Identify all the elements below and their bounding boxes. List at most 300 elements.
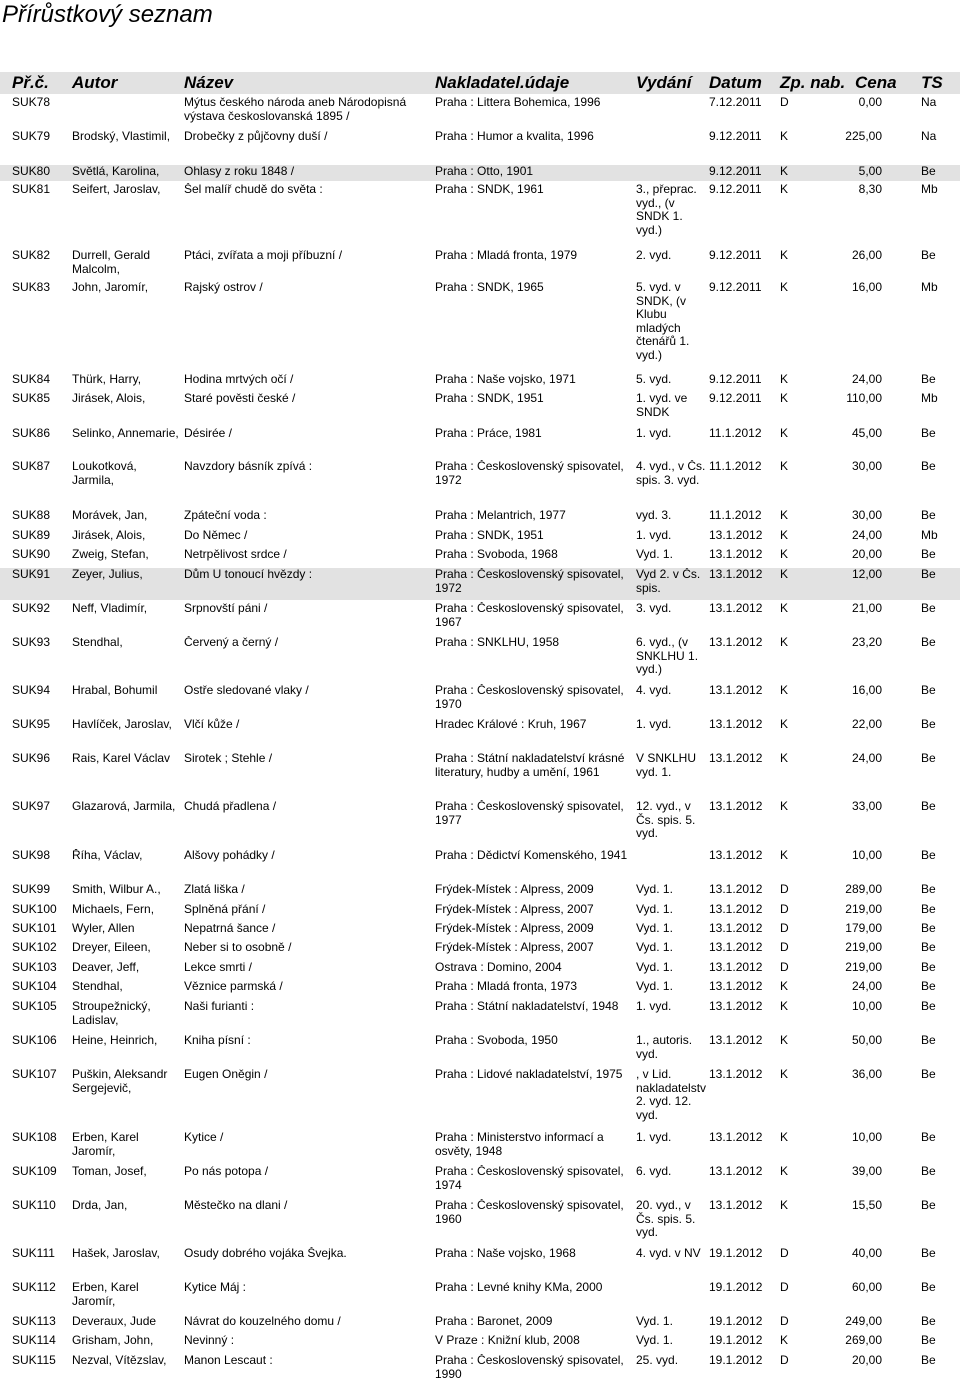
edition: 3., přeprac. vyd., (v SNDK 1. vyd.) [636,183,697,237]
publisher: Praha : Československý spisovatel, 1977 [435,800,624,827]
accession-number: SUK105 [12,1000,57,1013]
price: 225,00 [845,130,882,143]
edition: 1. vyd. [636,718,672,731]
acquisition-method: D [780,941,789,954]
acquisition-method: K [780,548,789,561]
date: 9.12.2011 [709,165,762,178]
publisher: Praha : Naše vojsko, 1968 [435,1247,576,1260]
book-title: Věznice parmská / [184,980,283,993]
table-row [0,883,960,900]
publisher: Praha : Státní nakladatelství, 1948 [435,1000,619,1013]
author: John, Jaromír, [72,281,149,294]
price: 60,00 [851,1281,882,1294]
author: Erben, Karel Jaromír, [72,1131,139,1158]
book-title: Červený a černý / [184,636,279,649]
author: Zeyer, Julius, [72,568,143,581]
table-row [0,941,960,958]
accession-number: SUK100 [12,903,57,916]
table-row [0,427,960,458]
date: 11.1.2012 [709,509,762,522]
ts-code: Be [921,961,936,974]
table-row [0,1165,960,1197]
date: 13.1.2012 [709,903,763,916]
book-title: Naši furianti : [184,1000,255,1013]
ts-code: Be [921,1354,936,1367]
book-title: Splněná přání / [184,903,266,916]
ts-code: Na [921,130,937,143]
price: 50,00 [851,1034,882,1047]
table-row [0,529,960,546]
edition: 12. vyd., v Čs. spis. 5. vyd. [636,800,696,841]
price: 39,00 [851,1165,882,1178]
publisher: Praha : SNDK, 1951 [435,529,544,542]
table-row [0,281,960,371]
accession-number: SUK110 [12,1199,56,1212]
publisher: Praha : Humor a kvalita, 1996 [435,130,594,143]
acquisition-method: D [780,961,789,974]
table-row [0,752,960,798]
table-row [0,903,960,920]
ts-code: Be [921,903,936,916]
book-title: Nepatrná šance / [184,922,276,935]
book-title: Kytice Máj : [184,1281,247,1294]
edition: 1. vyd. [636,1000,672,1013]
table-row [0,684,960,716]
price: 8,30 [858,183,882,196]
table-row [0,602,960,634]
author: Erben, Karel Jaromír, [72,1281,139,1308]
publisher: Praha : SNDK, 1965 [435,281,544,294]
table-row [0,1354,960,1385]
accession-number: SUK96 [12,752,51,765]
date: 19.1.2012 [709,1354,763,1367]
book-title: Nevinný : [184,1334,235,1347]
ts-code: Mb [921,183,938,196]
date: 13.1.2012 [709,529,763,542]
book-title: Šel malíř chudě do světa : [184,183,323,196]
accession-number: SUK78 [12,96,51,109]
price: 40,00 [851,1247,882,1260]
book-title: Vlčí kůže / [184,718,240,731]
table-row [0,1131,960,1163]
author: Říha, Václav, [72,849,143,862]
edition: Vyd. 1. [636,961,673,974]
edition: 4. vyd. v NV [636,1247,701,1260]
ts-code: Be [921,883,936,896]
author: Jirásek, Alois, [72,392,146,405]
publisher: Praha : Československý spisovatel, 1972 [435,568,624,595]
accession-number: SUK82 [12,249,51,262]
header-author: Autor [72,73,118,92]
date: 13.1.2012 [709,1000,763,1013]
acquisition-method: D [780,883,789,896]
accession-number: SUK109 [12,1165,57,1178]
table-row [0,1281,960,1313]
ts-code: Be [921,1034,936,1047]
acquisition-method: K [780,165,789,178]
book-title: Mýtus českého národa aneb Národopisná výstava českoslovanská 1895 / [184,96,407,123]
acquisition-method: K [780,183,789,196]
acquisition-method: K [780,529,789,542]
ts-code: Mb [921,529,938,542]
acquisition-method: K [780,752,789,765]
publisher: Frýdek-Místek : Alpress, 2009 [435,922,594,935]
date: 13.1.2012 [709,1034,763,1047]
publisher: Praha : Československý spisovatel, 1967 [435,602,624,629]
publisher: Praha : Melantrich, 1977 [435,509,566,522]
accession-number: SUK83 [12,281,51,294]
acquisition-method: K [780,1000,789,1013]
ts-code: Be [921,980,936,993]
date: 19.1.2012 [709,1247,763,1260]
accession-number: SUK101 [12,922,57,935]
acquisition-method: K [780,636,789,649]
date: 13.1.2012 [709,883,763,896]
price: 36,00 [851,1068,882,1081]
price: 5,00 [858,165,882,178]
author: Stendhal, [72,980,123,993]
ts-code: Be [921,1247,936,1260]
accession-number: SUK114 [12,1334,56,1347]
accession-number: SUK86 [12,427,51,440]
price: 20,00 [851,1354,882,1367]
publisher: Praha : SNDK, 1961 [435,183,544,196]
book-title: Po nás potopa / [184,1165,269,1178]
accession-number: SUK97 [12,800,51,813]
author: Puškin, Aleksandr Sergejevič, [72,1068,168,1095]
accession-number: SUK79 [12,130,51,143]
acquisition-method: K [780,1034,789,1047]
date: 19.1.2012 [709,1334,763,1347]
price: 219,00 [845,903,882,916]
publisher: Praha : Československý spisovatel, 1972 [435,460,624,487]
accession-number: SUK81 [12,183,51,196]
price: 24,00 [851,373,882,386]
date: 13.1.2012 [709,1068,763,1081]
acquisition-method: K [780,130,789,143]
book-title: Kytice / [184,1131,224,1144]
acquisition-method: K [780,427,789,440]
edition: 1., autoris. vyd. [636,1034,693,1061]
edition: Vyd. 1. [636,1315,673,1328]
price: 26,00 [851,249,882,262]
author: Loukotková, Jarmila, [72,460,137,487]
edition: Vyd. 1. [636,922,673,935]
author: Jirásek, Alois, [72,529,146,542]
accession-number: SUK80 [12,165,51,178]
accession-number: SUK94 [12,684,51,697]
acquisition-method: K [780,849,789,862]
header-number: Př.č. [12,73,49,92]
acquisition-method: K [780,980,789,993]
table-row [0,1199,960,1245]
book-title: Rajský ostrov / [184,281,263,294]
edition: V SNKLHU vyd. 1. [636,752,697,779]
publisher: Praha : Lidové nakladatelství, 1975 [435,1068,623,1081]
accession-number: SUK103 [12,961,57,974]
table-row [0,249,960,279]
accession-number: SUK98 [12,849,51,862]
price: 10,00 [851,849,882,862]
date: 9.12.2011 [709,281,762,294]
book-title: Do Němec / [184,529,248,542]
price: 0,00 [858,96,882,109]
publisher: Praha : Československý spisovatel, 1960 [435,1199,624,1226]
price: 45,00 [851,427,882,440]
table-row [0,183,960,248]
ts-code: Be [921,249,936,262]
table-row [0,800,960,847]
accession-number: SUK113 [12,1315,56,1328]
author: Toman, Josef, [72,1165,147,1178]
publisher: Praha : Littera Bohemica, 1996 [435,96,601,109]
acquisition-method: K [780,509,789,522]
date: 13.1.2012 [709,800,763,813]
acquisition-method: K [780,602,789,615]
ts-code: Be [921,1199,936,1212]
acquisition-method: K [780,249,789,262]
book-title: Sirotek ; Stehle / [184,752,273,765]
publisher: Frýdek-Místek : Alpress, 2007 [435,903,594,916]
header-title: Název [184,73,234,92]
price: 10,00 [851,1131,882,1144]
price: 179,00 [845,922,882,935]
author: Hašek, Jaroslav, [72,1247,160,1260]
edition: 1. vyd. [636,1131,672,1144]
book-title: Hodina mrtvých očí / [184,373,294,386]
price: 24,00 [851,529,882,542]
price: 30,00 [851,509,882,522]
edition: , v Lid. nakladatelstv 2. vyd. 12. vyd. [636,1068,707,1122]
edition: Vyd. 1. [636,548,673,561]
ts-code: Be [921,922,936,935]
accession-number: SUK102 [12,941,57,954]
date: 13.1.2012 [709,980,763,993]
date: 13.1.2012 [709,961,763,974]
table-header [0,72,960,94]
acquisition-method: K [780,281,789,294]
price: 22,00 [851,718,882,731]
publisher: Praha : Naše vojsko, 1971 [435,373,576,386]
edition: Vyd. 1. [636,980,673,993]
price: 33,00 [851,800,882,813]
accession-number: SUK106 [12,1034,57,1047]
ts-code: Be [921,684,936,697]
table-row [0,373,960,390]
date: 9.12.2011 [709,130,762,143]
table-row [0,96,960,127]
price: 269,00 [845,1334,882,1347]
date: 7.12.2011 [709,96,762,109]
acquisition-method: D [780,922,789,935]
edition: Vyd 2. v Čs. spis. [636,568,701,595]
acquisition-method: K [780,568,789,581]
book-title: Zpáteční voda : [184,509,267,522]
publisher: V Praze : Knižní klub, 2008 [435,1334,580,1347]
edition: 1. vyd. ve SNDK [636,392,688,419]
book-title: Osudy dobrého vojáka Švejka. [184,1247,347,1260]
date: 9.12.2011 [709,392,762,405]
ts-code: Be [921,165,936,178]
publisher: Praha : SNKLHU, 1958 [435,636,560,649]
price: 15,50 [851,1199,882,1212]
date: 13.1.2012 [709,684,763,697]
acquisition-method: K [780,1131,789,1144]
table-row [0,922,960,939]
ts-code: Na [921,96,937,109]
accession-number: SUK115 [12,1354,56,1367]
price: 12,00 [851,568,882,581]
accession-number: SUK88 [12,509,51,522]
price: 289,00 [845,883,882,896]
edition: 5. vyd. [636,373,672,386]
edition: 1. vyd. [636,427,672,440]
price: 10,00 [851,1000,882,1013]
date: 13.1.2012 [709,548,763,561]
edition: 4. vyd., v Čs. spis. 3. vyd. [636,460,706,487]
book-title: Navzdory básník zpívá : [184,460,313,473]
ts-code: Be [921,1165,936,1178]
ts-code: Be [921,718,936,731]
date: 19.1.2012 [709,1315,763,1328]
ts-code: Be [921,1000,936,1013]
table-row [0,980,960,997]
ts-code: Be [921,602,936,615]
publisher: Frýdek-Místek : Alpress, 2007 [435,941,594,954]
author: Dreyer, Eileen, [72,941,151,954]
table-row [0,636,960,682]
table-row [0,849,960,881]
accession-number: SUK91 [12,568,51,581]
ts-code: Be [921,849,936,862]
price: 16,00 [851,281,882,294]
book-title: Zlatá liška / [184,883,245,896]
edition: 4. vyd. [636,684,672,697]
price: 23,20 [851,636,882,649]
book-title: Srpnovští páni / [184,602,268,615]
accession-number: SUK87 [12,460,51,473]
author: Stendhal, [72,636,123,649]
author: Thürk, Harry, [72,373,142,386]
table-row [0,1334,960,1351]
date: 13.1.2012 [709,752,763,765]
accession-number: SUK84 [12,373,51,386]
edition: 3. vyd. [636,602,672,615]
accession-number: SUK85 [12,392,51,405]
publisher: Praha : Československý spisovatel, 1990 [435,1354,624,1381]
edition [636,130,708,163]
ts-code: Be [921,752,936,765]
edition: 1. vyd. [636,529,672,542]
book-title: Désirée / [184,427,233,440]
publisher: Hradec Králové : Kruh, 1967 [435,718,587,731]
ts-code: Be [921,548,936,561]
author: Havlíček, Jaroslav, [72,718,172,731]
book-title: Ptáci, zvířata a moji příbuzní / [184,249,343,262]
edition: Vyd. 1. [636,941,673,954]
book-title: Netrpělivost srdce / [184,548,287,561]
date: 9.12.2011 [709,249,762,262]
acquisition-method: K [780,800,789,813]
acquisition-method: K [780,1334,789,1347]
price: 219,00 [845,961,882,974]
date: 13.1.2012 [709,922,763,935]
book-title: Kniha písní : [184,1034,251,1047]
acquisition-method: D [780,1247,789,1260]
ts-code: Be [921,941,936,954]
price: 20,00 [851,548,882,561]
date: 13.1.2012 [709,1131,763,1144]
table-row [0,130,960,163]
edition: Vyd. 1. [636,903,673,916]
book-title: Městečko na dlani / [184,1199,288,1212]
author: Grisham, John, [72,1334,154,1347]
author: Světlá, Karolina, [72,165,160,178]
edition: 20. vyd., v Čs. spis. 5. vyd. [636,1199,696,1240]
acquisition-method: K [780,1165,789,1178]
book-title: Drobečky z půjčovny duší / [184,130,328,143]
publisher: Praha : Svoboda, 1950 [435,1034,558,1047]
edition: 6. vyd., (v SNKLHU 1. vyd.) [636,636,699,677]
acquisition-method: K [780,373,789,386]
table-row [0,1000,960,1032]
edition [636,165,708,181]
header-publisher: Nakladatel.údaje [435,73,570,92]
edition: Vyd. 1. [636,1334,673,1347]
book-title: Dům U tonoucí hvězdy : [184,568,313,581]
price: 219,00 [845,941,882,954]
book-title: Chudá přadlena / [184,800,277,813]
publisher: Praha : SNDK, 1951 [435,392,544,405]
accession-number: SUK111 [12,1247,55,1260]
date: 9.12.2011 [709,183,762,196]
publisher: Praha : Československý spisovatel, 1970 [435,684,624,711]
date: 11.1.2012 [709,460,762,473]
author: Nezval, Vítězslav, [72,1354,167,1367]
book-title: Ohlasy z roku 1848 / [184,165,295,178]
publisher: Ostrava : Domino, 2004 [435,961,562,974]
publisher: Praha : Československý spisovatel, 1974 [435,1165,624,1192]
table-row [0,1034,960,1066]
table-row [0,568,960,600]
acquisition-method: D [780,903,789,916]
date: 13.1.2012 [709,602,763,615]
acquisition-method: K [780,392,789,405]
acquisition-method: K [780,460,789,473]
table-row [0,548,960,565]
date: 13.1.2012 [709,718,763,731]
date: 13.1.2012 [709,849,763,862]
author: Michaels, Fern, [72,903,155,916]
ts-code: Be [921,1315,936,1328]
edition: vyd. 3. [636,509,672,522]
header-edition: Vydání [636,73,692,92]
book-title: Alšovy pohádky / [184,849,275,862]
book-title: Neber si to osobně / [184,941,292,954]
publisher: Praha : Baronet, 2009 [435,1315,553,1328]
ts-code: Be [921,1068,936,1081]
date: 9.12.2011 [709,373,762,386]
accession-number: SUK99 [12,883,51,896]
book-title: Staré pověsti české / [184,392,296,405]
table-row [0,165,960,181]
header-acquisition: Zp. nab. [780,73,846,92]
ts-code: Be [921,460,936,473]
date: 13.1.2012 [709,941,763,954]
accession-number: SUK89 [12,529,51,542]
author: Morávek, Jan, [72,509,148,522]
acquisition-method: D [780,1281,789,1294]
